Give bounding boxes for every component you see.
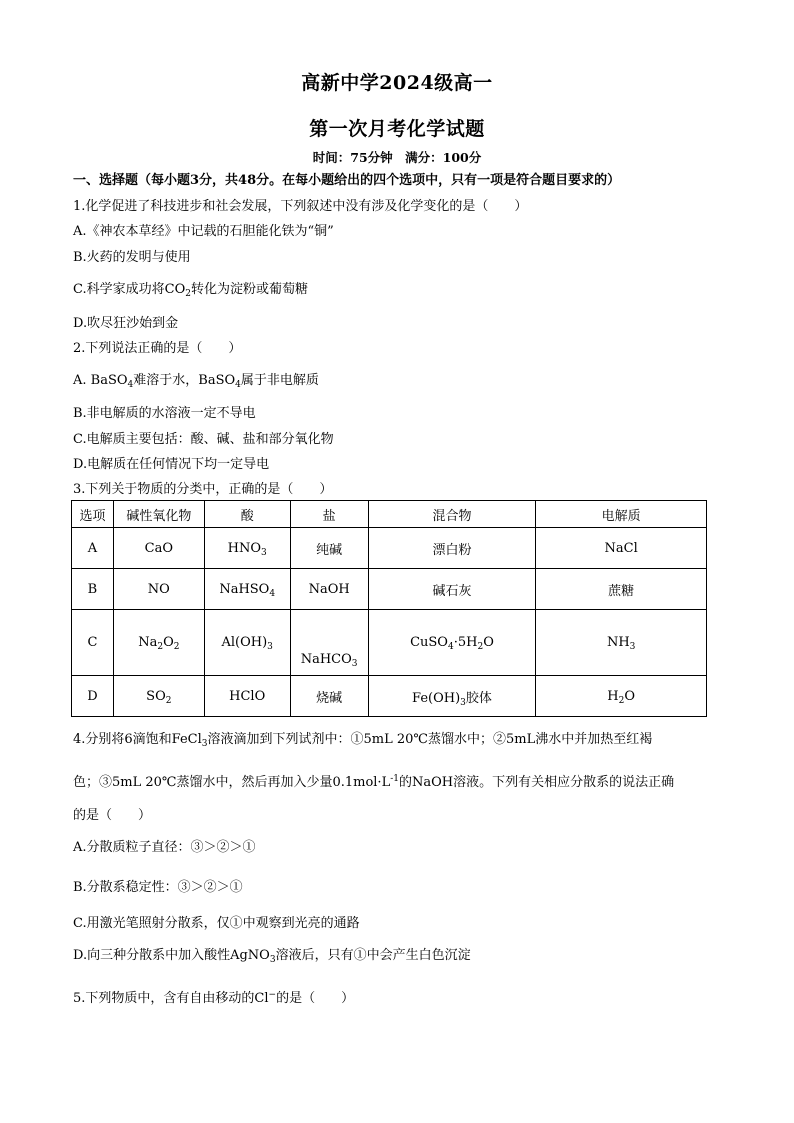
subscript: 2 — [477, 642, 484, 652]
table-cell-mixture: 漂白粉 — [368, 528, 536, 569]
question-3-stem: 3.下列关于物质的分类中，正确的是（ ） — [73, 482, 333, 497]
question-4-stem-line1 — [73, 732, 652, 748]
text-run: ·5H — [453, 635, 478, 650]
text-run: C.科学家成功将CO — [73, 282, 186, 297]
subscript: 2 — [618, 695, 625, 706]
text-run: A. BaSO — [73, 373, 128, 388]
table-cell-acid: HClO — [204, 676, 290, 717]
question-1-option-b: B.火药的发明与使用 — [73, 250, 191, 265]
question-1-option-a: A.《神农本草经》中记载的石胆能化铁为“铜” — [73, 224, 334, 239]
text-run: 色；③5mL 20℃蒸馏水中，然后再加入少量0.1mol·L — [73, 775, 391, 790]
table-cell-acid — [204, 610, 290, 676]
text-run: D.向三种分散系中加入酸性AgNO — [73, 948, 270, 963]
table-row — [72, 528, 707, 569]
subscript: 3 — [629, 642, 636, 652]
question-2-stem: 2.下列说法正确的是（ ） — [73, 341, 242, 356]
table-cell-mixture — [368, 610, 536, 676]
table-cell-oxide: CaO — [113, 528, 204, 569]
table-cell-oxide: NO — [113, 569, 204, 610]
subscript: 2 — [157, 642, 164, 652]
question-1-option-c — [73, 282, 308, 298]
table-cell-salt — [290, 610, 368, 676]
subscript: 4 — [235, 380, 241, 390]
subscript: 4 — [269, 588, 276, 599]
table-header-cell: 盐 — [290, 501, 368, 528]
text-run: O — [624, 688, 636, 704]
question-4-stem-line2 — [73, 775, 674, 791]
question-2-option-d: D.电解质在任何情况下均一定导电 — [73, 457, 270, 472]
text-run: CuSO — [410, 635, 448, 650]
question-4-option-a: A.分散质粒子直径：③＞②＞① — [73, 840, 256, 855]
question-2-option-b: B.非电解质的水溶液一定不导电 — [73, 406, 256, 421]
table-row — [72, 610, 707, 676]
question-1-option-d: D.吹尽狂沙始到金 — [73, 316, 179, 331]
table-header-cell: 混合物 — [368, 501, 536, 528]
table-cell-option: B — [72, 569, 114, 610]
table-row — [72, 569, 707, 610]
table-cell-mixture: 碱石灰 — [368, 569, 536, 610]
table-cell-acid — [204, 569, 290, 610]
question-2-option-a — [73, 373, 319, 389]
subscript: 3 — [351, 659, 358, 669]
table-header-cell: 选项 — [72, 501, 114, 528]
table-header-cell: 酸 — [204, 501, 290, 528]
table-cell-electrolyte: NaCl — [536, 528, 707, 569]
text-run: O — [483, 635, 494, 650]
table-cell-electrolyte — [536, 610, 707, 676]
subscript: 4 — [127, 380, 134, 390]
text-run: NaHCO — [300, 652, 352, 667]
table-cell-salt: NaOH — [290, 569, 368, 610]
question-4-option-d — [73, 948, 471, 964]
section-heading: 一、选择题（每小题3分，共48分。在每小题给出的四个选项中，只有一项是符合题目要求的） — [73, 173, 621, 188]
text-run: Na — [138, 635, 158, 650]
subscript: 2 — [185, 289, 191, 299]
text-run: 4.分别将6滴饱和FeCl — [73, 732, 202, 747]
table-cell-salt: 烧碱 — [290, 676, 368, 717]
table-header-cell: 电解质 — [536, 501, 707, 528]
table-cell-option: D — [72, 676, 114, 717]
text-run: HNO — [227, 540, 262, 556]
table-cell-electrolyte: 蔗糖 — [536, 569, 707, 610]
superscript: -1 — [390, 774, 399, 784]
table-cell-electrolyte — [536, 676, 707, 717]
question-4-option-b: B.分散系稳定性：③＞②＞① — [73, 880, 243, 895]
classification-table — [71, 500, 707, 717]
table-header-row — [72, 501, 707, 528]
subscript: 3 — [460, 697, 466, 708]
exam-time-score: 时间：75分钟 满分：100分 — [312, 150, 482, 165]
subscript: 2 — [165, 695, 172, 706]
text-run: 溶液滴加到下列试剂中：①5mL 20℃蒸馏水中；②5mL沸水中并加热至红褐 — [207, 732, 653, 747]
superscript: − — [268, 990, 277, 1000]
table-cell-mixture — [368, 676, 536, 717]
subscript: 3 — [269, 955, 276, 965]
question-5-stem — [73, 991, 354, 1007]
table-row — [72, 676, 707, 717]
text-run: 的NaOH溶液。下列有关相应分散系的说法正确 — [398, 775, 675, 790]
table-header-cell: 碱性氧化物 — [113, 501, 204, 528]
text-run: 转化为淀粉或葡萄糖 — [190, 282, 308, 297]
subscript: 3 — [261, 547, 267, 558]
text-run: SO — [146, 688, 166, 704]
table-cell-option: A — [72, 528, 114, 569]
exam-title-school: 高新中学2024级高一 — [301, 72, 493, 94]
question-2-option-c: C.电解质主要包括：酸、碱、盐和部分氧化物 — [73, 432, 334, 447]
text-run: O — [163, 635, 174, 650]
text-run: 属于非电解质 — [240, 373, 319, 388]
question-1-stem: 1.化学促进了科技进步和社会发展，下列叙述中没有涉及化学变化的是（ ） — [73, 199, 528, 214]
table-cell-acid — [204, 528, 290, 569]
table-cell-salt: 纯碱 — [290, 528, 368, 569]
table-cell-oxide — [113, 610, 204, 676]
question-4-stem-line3: 的是（ ） — [73, 808, 152, 823]
text-run: NH — [606, 635, 630, 650]
subscript: 4 — [447, 642, 454, 652]
text-run: Al(OH) — [221, 635, 268, 650]
subscript: 2 — [173, 642, 180, 652]
question-4-option-c: C.用激光笔照射分散系，仅①中观察到光亮的通路 — [73, 916, 360, 931]
text-run: 的是（ ） — [276, 991, 355, 1006]
subscript: 3 — [201, 739, 208, 749]
text-run: 胶体 — [465, 690, 492, 706]
table-cell-oxide — [113, 676, 204, 717]
text-run: 难溶于水，BaSO — [133, 373, 236, 388]
text-run: 溶液后，只有①中会产生白色沉淀 — [275, 948, 471, 963]
text-run: Fe(OH) — [412, 690, 461, 706]
text-run: 5.下列物质中，含有自由移动的Cl — [73, 991, 269, 1006]
text-run: H — [607, 688, 619, 704]
text-run: NaHSO — [219, 581, 270, 597]
table-cell-option: C — [72, 610, 114, 676]
exam-title-subject: 第一次月考化学试题 — [309, 118, 485, 140]
subscript: 3 — [267, 642, 273, 652]
